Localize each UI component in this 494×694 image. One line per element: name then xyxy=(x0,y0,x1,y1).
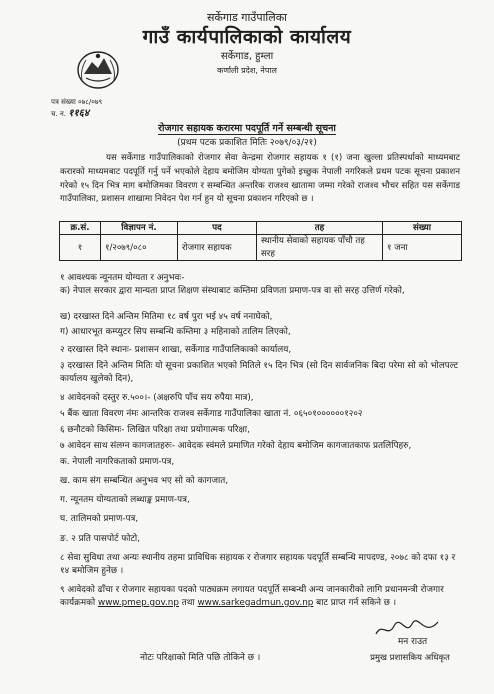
table-cell: स्थानीय सेवाको सहायक पाँचौ तह सरह xyxy=(257,235,383,261)
item-2: २ दरखास्त दिने स्थानः- प्रशासन शाखा, सर्केगाड गाउँपालिकाको कार्यालय, xyxy=(60,345,292,355)
footer-note: नोटः परिक्षाको मिति पछि तोकिने छ । xyxy=(140,653,261,663)
notice-subtitle: (प्रथम पटक प्रकाशित मितिः २०७९/०३/२१) xyxy=(177,138,317,148)
item-9-text: ९ आवेदको ढाँचा र रोजगार सहायका पदको पाठ्यक्रम लगायत पदपूर्ति सम्बन्धी अन्य जानकारीको लागि प्रधानमन्त्री रोजगार कार्यक्रमको xyxy=(60,585,444,608)
province-name: कर्णाली प्रदेश, नेपाल xyxy=(217,66,277,75)
item-1c: ग) आधारभूत कम्प्युटर सिप सम्बन्धि कम्तिमा ३ महिनाको तालिम लिएको, xyxy=(60,327,291,337)
table-cell: १/२०७९/०८० xyxy=(101,235,178,261)
item-1b: ख) दरखास्त दिने अन्तिम मितिमा १८ वर्ष पुरा भई ४५ वर्ष ननाघेको, xyxy=(60,312,273,322)
office-name: गाउँ कार्यपालिकाको कार्यालय xyxy=(142,26,352,48)
bank-account: आन्तरिक राजश्व सर्केगाड गाउँपालिका खाता नं. ०६५०१००००००१२०२ xyxy=(141,409,363,419)
table-cell: १ जना xyxy=(383,235,462,261)
table-cell: रोजगार सहायक xyxy=(178,235,257,261)
sarkegad-link[interactable]: www.sarkegadmun.gov.np xyxy=(197,597,314,608)
table-header-cell: क्र.सं. xyxy=(60,222,101,235)
table-header-cell: तह xyxy=(257,222,383,235)
item-7a: क. नेपाली नागरिकताको प्रमाण-पत्र, xyxy=(60,457,175,467)
item-7c: ग. न्यूनतम योग्यताको लब्धाङ्क प्रमाण-पत्र, xyxy=(60,495,190,505)
dispatch-number-row xyxy=(51,107,102,121)
signer-name: मन राउत xyxy=(397,637,428,647)
item-7b: ख. काम संग सम्बन्धित अनुभव भए सो को कागजात, xyxy=(60,476,229,486)
item-9-end: बाट प्राप्त गर्न सकिने छ । xyxy=(316,597,397,608)
table-header-cell: पद xyxy=(178,222,257,235)
office-location: सर्केगाड, हुम्ला xyxy=(220,51,274,62)
item-7d: घ. तालिमको प्रमाण-पत्र, xyxy=(60,514,139,524)
dispatch-number: ११६४ xyxy=(68,108,90,120)
item-3: ३ दरखास्त दिने अन्तिम मितिः यो सूचना प्रकाशित भएको मितिले १५ दिन भित्र (सो दिन सार्वजनिक बिदा परेमा सो को भोलपल्ट कार्यालय खुलेको दिन), xyxy=(60,361,459,384)
pmep-link[interactable]: www.pmep.gov.np xyxy=(98,597,179,608)
table-header-cell: विज्ञापन नं. xyxy=(101,222,178,235)
table-header-row xyxy=(60,222,462,235)
notice-title: रोजगार सहायक करारमा पदपूर्ति गर्ने सम्बन्धी सूचना xyxy=(158,123,336,134)
item-7e: ङ. २ प्रति पासपोर्ट फोटो, xyxy=(60,534,140,544)
item-1: १ आवश्यक न्यूनतम योग्यता र अनुभवः- xyxy=(60,273,185,283)
item-9 xyxy=(60,584,464,610)
notice-intro: यस सर्केगाड गाउँपालिकाको रोजगार सेवा केन्द्रमा रोजगार सहायक १ (१) जना खुल्ला प्रतिस्पर्धाको माध्यमबाट करारको माध्यमबाट पदपूर्ति गर्नु पर्ने भएकोले देहाय बमोजिम योग्यता पुगेको इच्छुक नेपाली नगरिकले प्रथम पटक सूचना प्रकाशन गरेको १५ दिन भित्र माग बमोजिमका विवरण र सम्बन्धित अन्तरिक राजश्व खातामा जम्मा गरेको राजश्व भौचर सहित यस सर्केगाड गाउँपालिका, प्रशासन शाखामा निवेदन पेश गर्न हुन यो सूचना प्रकाशन गरिएको छ । xyxy=(60,153,460,205)
item-8: ८ सेवा सुविधा तथा अन्यः स्थानीय तहमा प्राविधिक सहायक र रोजगार सहायक पदपूर्ति सम्बन्धि मापदण्ड, २०७८ को दफा १३ र १४ बमोजिम हुनेछ । xyxy=(60,553,456,576)
item-7: ७ आवेदन साथ संलग्न कागजातहरुः- आवेदक स्वंमले प्रमाणित गरेको देहाय बमोजिम कागजातकाफ प्रतलिपिहरु, xyxy=(60,441,412,451)
letter-number: पत्र संख्या ०७८/०७९ xyxy=(51,98,103,106)
item-1a: क) नेपाल सरकार द्वारा मान्यता प्राप्त शिक्षण संस्थाबाट कम्तिमा प्रविणता प्रमाण-पत्र वा सो सरह उत्तिर्ण गरेको, xyxy=(60,286,405,296)
item-6: ६ छनौटको किसिमः- लिखित परिक्षा तथा प्रयोगात्मक परिक्षा, xyxy=(60,425,250,435)
signer-title: प्रमुख प्रशासकिय अधिकृत xyxy=(370,653,450,663)
reference-block xyxy=(51,98,102,121)
municipality-name: सर्केगाड गाउँपालिका xyxy=(206,11,288,24)
notice-title-wrap xyxy=(0,122,494,136)
item-5 xyxy=(60,408,470,421)
vacancy-table xyxy=(59,221,462,261)
table-cell: १ xyxy=(60,235,101,261)
item-4: ४ आवेदनको दस्तुर रु.५००।- (अक्षरुपि पाँच सय रुपैया मात्र), xyxy=(60,393,254,403)
bank-label: ५ बैंक खाता विवरण नंमः xyxy=(60,409,139,419)
dispatch-label: च. न. xyxy=(51,110,67,119)
table-header-cell: संख्या xyxy=(383,222,462,235)
item-9-mid: तथा xyxy=(181,597,195,608)
table-row xyxy=(60,235,462,261)
